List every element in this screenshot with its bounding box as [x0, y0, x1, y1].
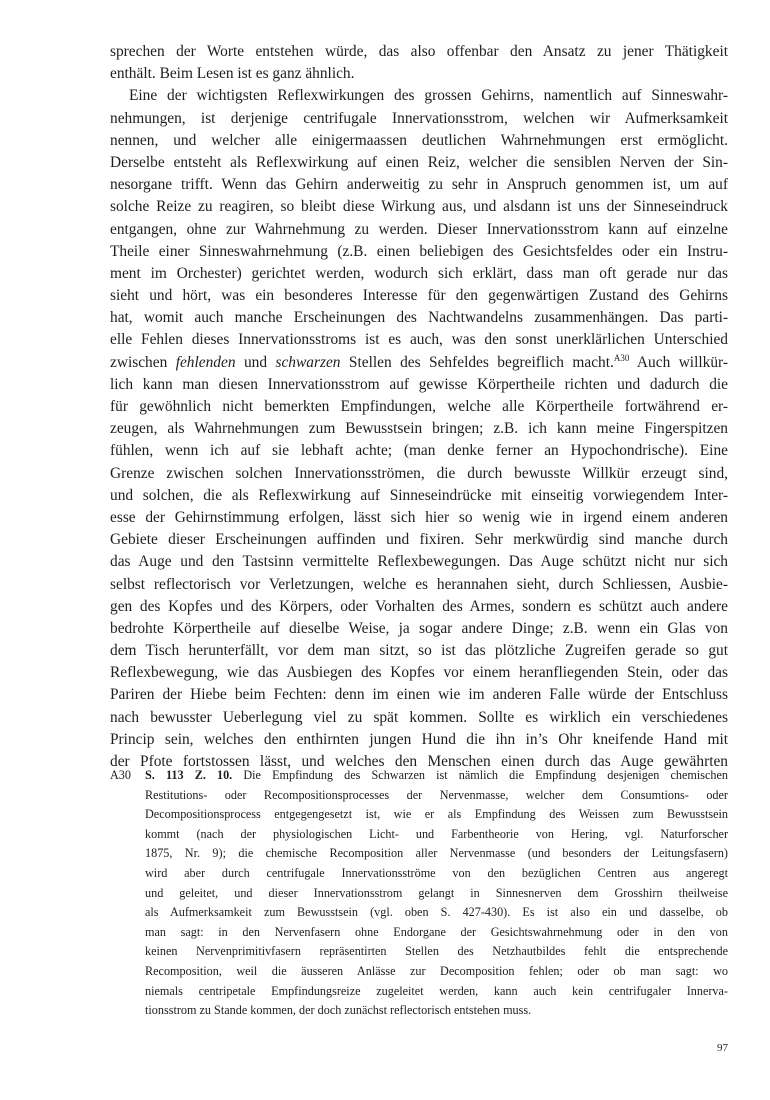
text-line: Theile einer Sinneswahrnehmung (z.B. einen beliebigen des Gesichtsfeldes oder ein Instru- — [110, 242, 728, 260]
text-line: und solchen, die als Reflexwirkung auf Sinneseindrücke mit einseitig vorwiegendem Inter- — [110, 486, 728, 504]
text-line: Derselbe entsteht als Reflexwirkung auf einen Reiz, welcher die sensiblen Nerven der Sin- — [110, 153, 728, 171]
text-line: Gebiete dieser Erscheinungen auffinden und fixiren. Sehr merkwürdig sind manche durch — [110, 531, 728, 549]
footnote-line: man sagt: in den Nervenfasern ohne Endorgane der Gesichtswahrnehmung oder in den von — [145, 924, 728, 939]
text-line-with-footnote-ref: zwischen fehlenden und schwarzen Stellen des Sehfeldes begreiflich macht.$^{A30}$ Auch willkür- — [110, 352, 728, 371]
main-body-text — [110, 41, 728, 773]
text-line: solche Reize zu reagiren, so bleibt diese Wirkung aus, und alsdann ist uns der Sinneseindruck — [110, 198, 728, 216]
text-line: der Pfote fortstossen lässt, und welches den Menschen einen durch das Auge gewährten — [110, 753, 728, 770]
footnote-line: und geleitet, und dieser Innervationsstrom gelangt in Sinnesnerven dem Grosshirn theilweise — [145, 885, 728, 900]
text-line: nehmungen, ist derjenige centrifugale Innervationsstrom, welchen wir Aufmerksamkeit — [110, 109, 728, 127]
footnote-line: S. 113 Z. 10. Die Empfindung des Schwarzen ist nämlich die Empfindung desjenigen chemischen — [145, 768, 728, 782]
text-line: ment im Orchester) gerichtet werden, wodurch sich erklärt, dass man oft gerade nur das — [110, 264, 728, 282]
footnote-line: kommt (nach der physiologischen Licht- und Farbentheorie von Hering, vgl. Naturforscher — [145, 826, 728, 841]
footnote-line: tionsstrom zu Stande kommen, der doch zunächst reflectorisch entstehen muss. — [145, 1003, 532, 1018]
text-line: nennen, und welcher alle einigermaassen deutlichen Wahrnehmungen erst ermöglicht. — [110, 131, 728, 149]
text-line: das Auge und den Tastsinn vermittelte Reflexbewegungen. Das Auge schützt nicht nur sich — [110, 553, 728, 571]
footnote-reference-a30[interactable]: A30 — [613, 352, 630, 363]
text-line: entgangen, ohne zur Wahrnehmung zu werden. Dieser Innervationsstrom kann auf einzelne — [110, 220, 728, 238]
text-line: sieht und hört, was ein besonderes Interesse für den gegenwärtigen Zustand des Gehirns — [110, 287, 728, 305]
footnote-line: wird aber durch centrifugale Innervationsströme von den bezüglichen Centren aus angeregt — [145, 865, 728, 880]
text-line: hat, womit auch manche Erscheinungen des Nachtwandelns zusammenhängen. Das parti- — [110, 309, 728, 327]
text-line: nesorgane trifft. Wenn das Gehirn anderweitig zu sehr in Anspruch genommen ist, um auf — [110, 176, 728, 194]
text-line: gen des Kopfes und des Körpers, oder Vorhalten des Armes, sondern es schützt auch andere — [110, 597, 728, 615]
footnote-body — [145, 766, 728, 1021]
footnote-label: A30 — [110, 768, 131, 782]
text-line: Grenze zwischen solchen Innervationsströmen, die durch bewusste Willkür erzeugt sind, — [110, 464, 728, 482]
text-line: nach bewusster Ueberlegung viel zu spät kommen. Sollte es wirklich ein verschiedenes — [110, 708, 728, 726]
text-line: für gewöhnlich nicht bemerkten Empfindungen, welche alle Körpertheile fortwährend er- — [110, 398, 728, 415]
text-line: dem Tisch herunterfällt, vor dem man sitzt, so ist das plötzliche Zugreifen gerade so gut — [110, 642, 728, 660]
footnote-line: niemals centripetale Empfindungsreize zugeleitet werden, kann auch kein centrifugaler Innerva- — [145, 983, 728, 998]
footnote-reference-locator: S. 113 Z. 10. — [145, 768, 233, 782]
emphasis-schwarzen: schwarzen — [275, 353, 341, 371]
footnote-line: Recomposition, weil die äusseren Anlässe zur Decomposition fehlen; oder ob man sagt: wo — [145, 963, 728, 978]
text-line: lich kann man diesen Innervationsstrom auf gewisse Körpertheile richten und dadurch die — [110, 375, 728, 393]
text-line: Princip sein, welches den enthirnten jungen Hund die ihn in’s Ohr kneifende Hand mit — [110, 730, 728, 748]
text-line: zeugen, als Wahrnehmungen zum Bewusstsein bringen; z.B. ich kann meine Fingerspitzen — [110, 420, 728, 438]
text-line: Eine der wichtigsten Reflexwirkungen des grossen Gehirns, namentlich auf Sinneswahr- — [129, 87, 728, 105]
footnote-line: Restitutions- oder Recompositionsprocesses der Nervenmasse, welcher dem Consumtions- oder — [145, 787, 728, 802]
text-line: Pariren der Hiebe beim Fechten: denn im einen wie im anderen Falle würde der Entschluss — [110, 686, 728, 704]
text-line: Reflexbewegung, wie das Ausbiegen des Kopfes vor einem heranfliegenden Stein, oder das — [110, 664, 728, 682]
text-line: elle Fehlen dieses Innervationsstroms ist es auch, was den sonst unerklärlichen Unterschied — [110, 331, 728, 349]
text-line: sprechen der Worte entstehen würde, das also offenbar den Ansatz zu jener Thätigkeit — [110, 43, 728, 60]
footnote-line: Decompositionsprocess entgegengesetzt ist, wie er als Empfindung des Weissen zum Bewusstsein — [145, 807, 728, 822]
emphasis-fehlenden: fehlenden — [175, 353, 236, 371]
footnote-line: 1875, Nr. 9); die chemische Recomposition aller Nervenmasse (und besonders der Leitungsfasern) — [145, 846, 728, 861]
page-number: 97 — [717, 1042, 728, 1054]
text-line: enthält. Beim Lesen ist es ganz ähnlich. — [110, 65, 355, 83]
text-line: selbst reflectorisch vor Verletzungen, welche es herannahen sieht, durch Schliessen, Ausbie- — [110, 575, 728, 593]
footnote-line: als Aufmerksamkeit zum Bewusstsein (vgl. oben S. 427-430). Es ist also ein und dasselbe, ob — [145, 905, 728, 920]
text-line: bedrohte Körpertheile auf dieselbe Weise, ja sogar andere Dinge; z.B. wenn ein Glas von — [110, 619, 728, 637]
text-line: fühlen, wenn ich auf sie lebhaft achte; (man denke ferner an Hypochondrische). Eine — [110, 442, 728, 460]
text-line: esse der Gehirnstimmung erfolgen, lässt sich hier so wenig wie in irgend einem anderen — [110, 508, 728, 526]
footnote-line: keinen Nervenprimitivfasern repräsentirten Stellen des Netzhautbildes fehlt die entsprechende — [145, 944, 728, 959]
